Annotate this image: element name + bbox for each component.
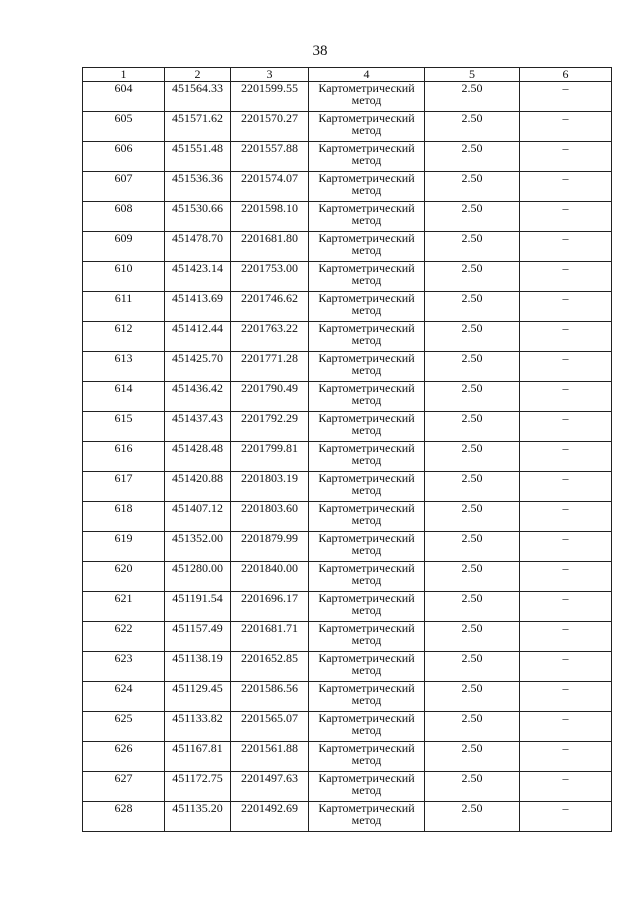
note-cell: – (520, 442, 612, 472)
table-row (83, 682, 612, 712)
table-row (83, 562, 612, 592)
y-coordinate-cell: 2201497.63 (231, 772, 309, 802)
point-number-cell: 614 (83, 382, 165, 412)
accuracy-cell: 2.50 (425, 382, 520, 412)
y-coordinate-cell: 2201879.99 (231, 532, 309, 562)
table-row (83, 652, 612, 682)
method-cell: Картометрический метод (309, 442, 425, 472)
accuracy-cell: 2.50 (425, 262, 520, 292)
point-number-cell: 610 (83, 262, 165, 292)
note-cell: – (520, 142, 612, 172)
point-number-cell: 618 (83, 502, 165, 532)
table-row (83, 442, 612, 472)
accuracy-cell: 2.50 (425, 142, 520, 172)
y-coordinate-cell: 2201681.80 (231, 232, 309, 262)
method-cell: Картометрический метод (309, 652, 425, 682)
accuracy-cell: 2.50 (425, 112, 520, 142)
x-coordinate-cell: 451564.33 (165, 82, 231, 112)
point-number-cell: 605 (83, 112, 165, 142)
x-coordinate-cell: 451280.00 (165, 562, 231, 592)
x-coordinate-cell: 451157.49 (165, 622, 231, 652)
y-coordinate-cell: 2201803.19 (231, 472, 309, 502)
accuracy-cell: 2.50 (425, 202, 520, 232)
method-cell: Картометрический метод (309, 232, 425, 262)
accuracy-cell: 2.50 (425, 622, 520, 652)
x-coordinate-cell: 451423.14 (165, 262, 231, 292)
note-cell: – (520, 112, 612, 142)
accuracy-cell: 2.50 (425, 772, 520, 802)
y-coordinate-cell: 2201746.62 (231, 292, 309, 322)
point-number-cell: 621 (83, 592, 165, 622)
note-cell: – (520, 622, 612, 652)
x-coordinate-cell: 451478.70 (165, 232, 231, 262)
x-coordinate-cell: 451428.48 (165, 442, 231, 472)
accuracy-cell: 2.50 (425, 352, 520, 382)
y-coordinate-cell: 2201570.27 (231, 112, 309, 142)
y-coordinate-cell: 2201681.71 (231, 622, 309, 652)
accuracy-cell: 2.50 (425, 82, 520, 112)
accuracy-cell: 2.50 (425, 472, 520, 502)
method-cell: Картометрический метод (309, 382, 425, 412)
x-coordinate-cell: 451412.44 (165, 322, 231, 352)
table-row (83, 292, 612, 322)
note-cell: – (520, 172, 612, 202)
method-cell: Картометрический метод (309, 262, 425, 292)
y-coordinate-cell: 2201652.85 (231, 652, 309, 682)
table-row (83, 172, 612, 202)
column-header-3: 3 (231, 68, 309, 82)
x-coordinate-cell: 451172.75 (165, 772, 231, 802)
table-row (83, 532, 612, 562)
y-coordinate-cell: 2201763.22 (231, 322, 309, 352)
table-row (83, 202, 612, 232)
note-cell: – (520, 592, 612, 622)
method-cell: Картометрический метод (309, 112, 425, 142)
coordinates-table (82, 67, 612, 832)
accuracy-cell: 2.50 (425, 652, 520, 682)
accuracy-cell: 2.50 (425, 532, 520, 562)
method-cell: Картометрический метод (309, 412, 425, 442)
y-coordinate-cell: 2201599.55 (231, 82, 309, 112)
table-row (83, 232, 612, 262)
y-coordinate-cell: 2201803.60 (231, 502, 309, 532)
method-cell: Картометрический метод (309, 292, 425, 322)
accuracy-cell: 2.50 (425, 502, 520, 532)
x-coordinate-cell: 451425.70 (165, 352, 231, 382)
note-cell: – (520, 262, 612, 292)
y-coordinate-cell: 2201565.07 (231, 712, 309, 742)
point-number-cell: 627 (83, 772, 165, 802)
method-cell: Картометрический метод (309, 472, 425, 502)
x-coordinate-cell: 451133.82 (165, 712, 231, 742)
accuracy-cell: 2.50 (425, 562, 520, 592)
x-coordinate-cell: 451129.45 (165, 682, 231, 712)
method-cell: Картометрический метод (309, 712, 425, 742)
x-coordinate-cell: 451135.20 (165, 802, 231, 832)
table-row (83, 322, 612, 352)
table-row (83, 622, 612, 652)
column-header-5: 5 (425, 68, 520, 82)
accuracy-cell: 2.50 (425, 802, 520, 832)
method-cell: Картометрический метод (309, 592, 425, 622)
table-row (83, 82, 612, 112)
table-row (83, 712, 612, 742)
y-coordinate-cell: 2201557.88 (231, 142, 309, 172)
note-cell: – (520, 232, 612, 262)
table-body (83, 82, 612, 832)
point-number-cell: 626 (83, 742, 165, 772)
x-coordinate-cell: 451420.88 (165, 472, 231, 502)
column-header-1: 1 (83, 68, 165, 82)
y-coordinate-cell: 2201561.88 (231, 742, 309, 772)
point-number-cell: 613 (83, 352, 165, 382)
point-number-cell: 608 (83, 202, 165, 232)
point-number-cell: 625 (83, 712, 165, 742)
x-coordinate-cell: 451437.43 (165, 412, 231, 442)
column-header-6: 6 (520, 68, 612, 82)
note-cell: – (520, 502, 612, 532)
y-coordinate-cell: 2201753.00 (231, 262, 309, 292)
point-number-cell: 612 (83, 322, 165, 352)
method-cell: Картометрический метод (309, 202, 425, 232)
point-number-cell: 607 (83, 172, 165, 202)
note-cell: – (520, 382, 612, 412)
page-number: 38 (312, 43, 328, 59)
y-coordinate-cell: 2201598.10 (231, 202, 309, 232)
method-cell: Картометрический метод (309, 622, 425, 652)
note-cell: – (520, 202, 612, 232)
table-row (83, 262, 612, 292)
y-coordinate-cell: 2201790.49 (231, 382, 309, 412)
note-cell: – (520, 322, 612, 352)
point-number-cell: 623 (83, 652, 165, 682)
method-cell: Картометрический метод (309, 82, 425, 112)
table-row (83, 472, 612, 502)
accuracy-cell: 2.50 (425, 292, 520, 322)
point-number-cell: 609 (83, 232, 165, 262)
x-coordinate-cell: 451536.36 (165, 172, 231, 202)
accuracy-cell: 2.50 (425, 322, 520, 352)
y-coordinate-cell: 2201792.29 (231, 412, 309, 442)
note-cell: – (520, 562, 612, 592)
point-number-cell: 616 (83, 442, 165, 472)
point-number-cell: 606 (83, 142, 165, 172)
method-cell: Картометрический метод (309, 802, 425, 832)
table-row (83, 142, 612, 172)
x-coordinate-cell: 451530.66 (165, 202, 231, 232)
note-cell: – (520, 742, 612, 772)
point-number-cell: 604 (83, 82, 165, 112)
method-cell: Картометрический метод (309, 352, 425, 382)
table-row (83, 592, 612, 622)
method-cell: Картометрический метод (309, 502, 425, 532)
accuracy-cell: 2.50 (425, 682, 520, 712)
y-coordinate-cell: 2201492.69 (231, 802, 309, 832)
table-row (83, 352, 612, 382)
note-cell: – (520, 532, 612, 562)
column-header-2: 2 (165, 68, 231, 82)
method-cell: Картометрический метод (309, 682, 425, 712)
y-coordinate-cell: 2201696.17 (231, 592, 309, 622)
y-coordinate-cell: 2201799.81 (231, 442, 309, 472)
accuracy-cell: 2.50 (425, 592, 520, 622)
accuracy-cell: 2.50 (425, 172, 520, 202)
table-row (83, 382, 612, 412)
point-number-cell: 611 (83, 292, 165, 322)
x-coordinate-cell: 451551.48 (165, 142, 231, 172)
x-coordinate-cell: 451407.12 (165, 502, 231, 532)
note-cell: – (520, 802, 612, 832)
point-number-cell: 628 (83, 802, 165, 832)
note-cell: – (520, 682, 612, 712)
method-cell: Картометрический метод (309, 172, 425, 202)
note-cell: – (520, 292, 612, 322)
point-number-cell: 620 (83, 562, 165, 592)
accuracy-cell: 2.50 (425, 232, 520, 262)
table-row (83, 802, 612, 832)
note-cell: – (520, 472, 612, 502)
note-cell: – (520, 412, 612, 442)
point-number-cell: 619 (83, 532, 165, 562)
note-cell: – (520, 652, 612, 682)
accuracy-cell: 2.50 (425, 712, 520, 742)
x-coordinate-cell: 451191.54 (165, 592, 231, 622)
note-cell: – (520, 712, 612, 742)
y-coordinate-cell: 2201771.28 (231, 352, 309, 382)
table-header-row (83, 68, 612, 82)
x-coordinate-cell: 451413.69 (165, 292, 231, 322)
method-cell: Картометрический метод (309, 142, 425, 172)
table-row (83, 772, 612, 802)
x-coordinate-cell: 451138.19 (165, 652, 231, 682)
method-cell: Картометрический метод (309, 322, 425, 352)
column-header-4: 4 (309, 68, 425, 82)
x-coordinate-cell: 451436.42 (165, 382, 231, 412)
x-coordinate-cell: 451571.62 (165, 112, 231, 142)
y-coordinate-cell: 2201840.00 (231, 562, 309, 592)
accuracy-cell: 2.50 (425, 412, 520, 442)
note-cell: – (520, 772, 612, 802)
point-number-cell: 615 (83, 412, 165, 442)
method-cell: Картометрический метод (309, 772, 425, 802)
table-row (83, 742, 612, 772)
table-row (83, 412, 612, 442)
point-number-cell: 624 (83, 682, 165, 712)
accuracy-cell: 2.50 (425, 742, 520, 772)
x-coordinate-cell: 451352.00 (165, 532, 231, 562)
y-coordinate-cell: 2201586.56 (231, 682, 309, 712)
method-cell: Картометрический метод (309, 562, 425, 592)
method-cell: Картометрический метод (309, 742, 425, 772)
table-row (83, 112, 612, 142)
accuracy-cell: 2.50 (425, 442, 520, 472)
point-number-cell: 622 (83, 622, 165, 652)
x-coordinate-cell: 451167.81 (165, 742, 231, 772)
table-row (83, 502, 612, 532)
note-cell: – (520, 352, 612, 382)
note-cell: – (520, 82, 612, 112)
point-number-cell: 617 (83, 472, 165, 502)
y-coordinate-cell: 2201574.07 (231, 172, 309, 202)
method-cell: Картометрический метод (309, 532, 425, 562)
